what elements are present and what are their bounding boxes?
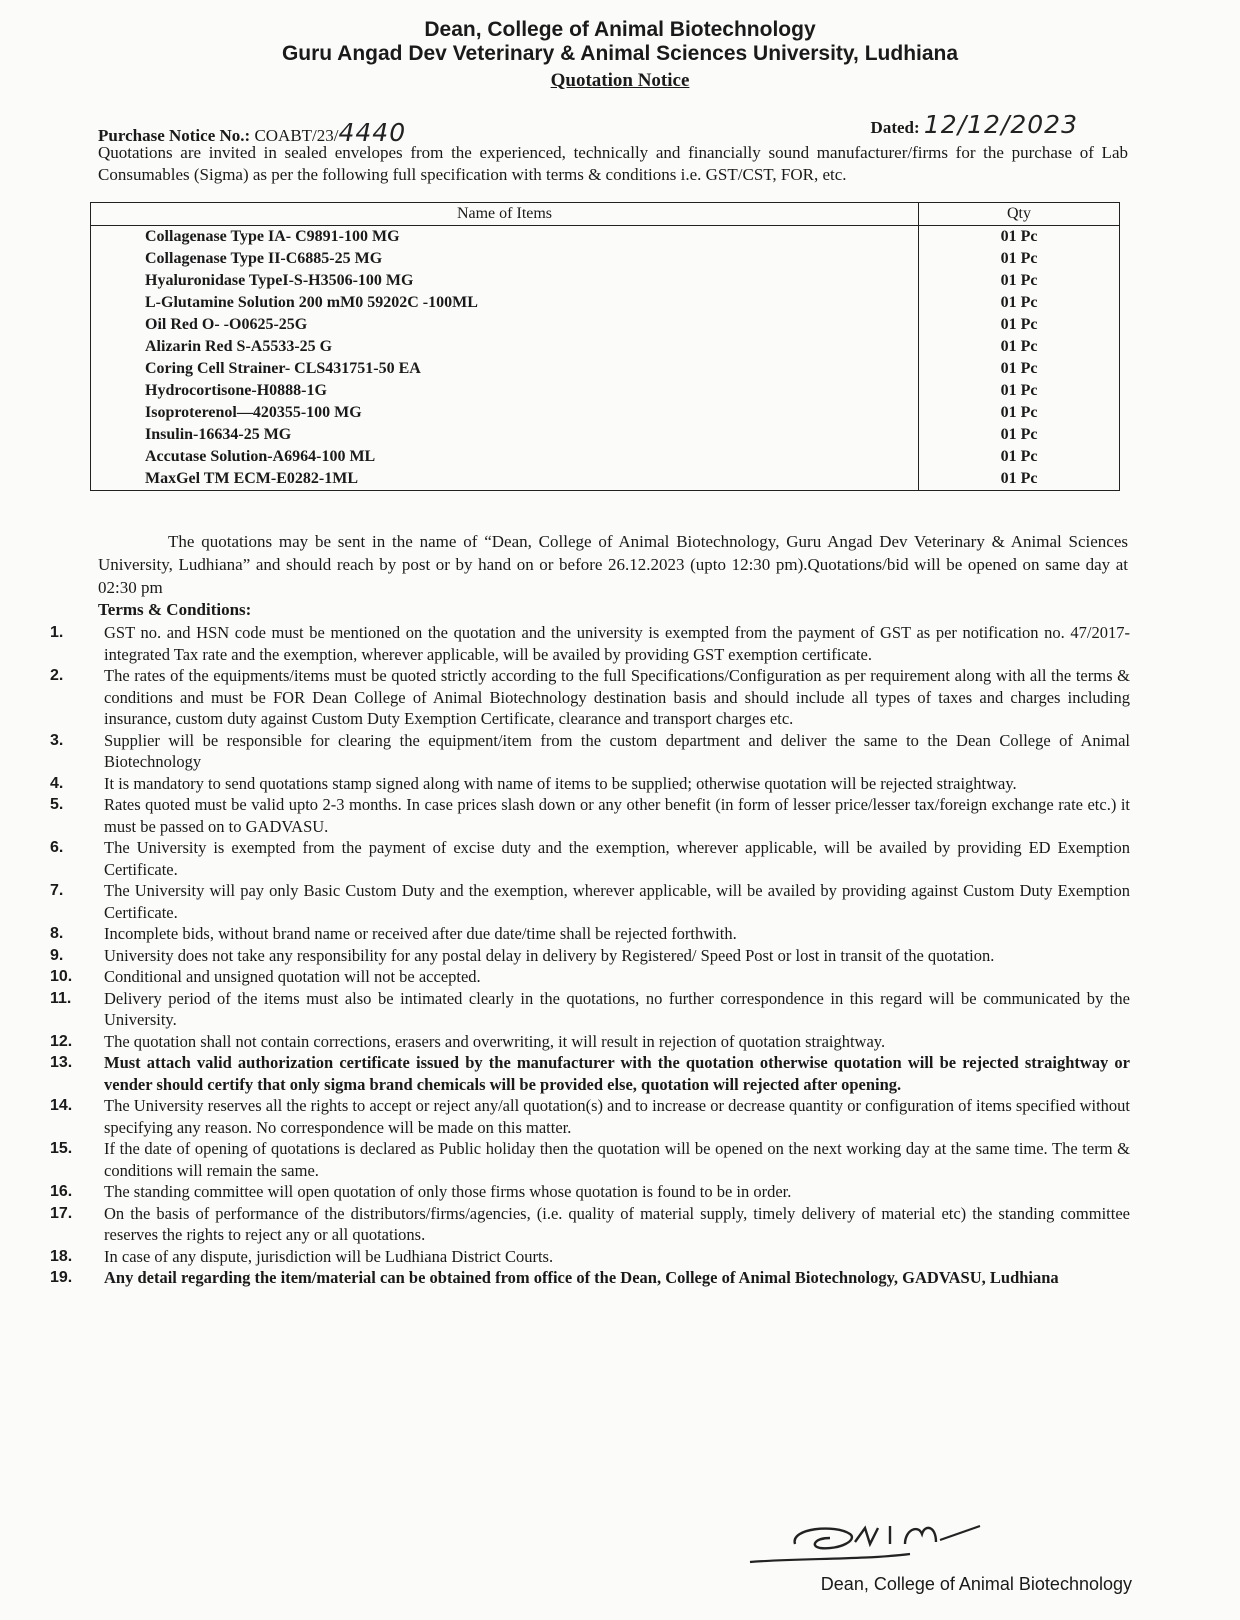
header-notice-title: Quotation Notice — [550, 70, 690, 91]
term-number: 11. — [50, 989, 72, 1007]
item-name: Insulin-16634-25 MG — [91, 424, 919, 446]
item-name: Alizarin Red S-A5533-25 G — [91, 336, 919, 358]
term-text: In case of any dispute, jurisdiction will be Ludhiana District Courts. — [104, 1246, 554, 1266]
term-number: 10. — [50, 968, 73, 985]
item-qty: 01 Pc — [919, 248, 1120, 270]
purchase-notice-number: 4440 — [338, 118, 407, 147]
term-number: 18. — [50, 1247, 73, 1265]
term-number: 12. — [50, 1032, 73, 1050]
signature-image — [740, 1510, 1040, 1570]
terms-title: Terms & Conditions: — [98, 600, 252, 619]
term-text: Rates quoted must be valid upto 2-3 months. In case prices slash down or any other benefit (in form of lesser price/lesser tax/foreign exchange rate etc.) it must be passed on to GADVASU. — [104, 795, 1130, 836]
term-number: 14. — [50, 1097, 73, 1114]
item-qty: 01 Pc — [919, 292, 1120, 314]
dated-field — [871, 110, 1078, 139]
item-qty: 01 Pc — [919, 424, 1120, 446]
table-row — [91, 226, 1120, 249]
table-row — [91, 424, 1120, 446]
term-text: Incomplete bids, without brand name or received after due date/time shall be rejected forthwith. — [104, 924, 737, 943]
header-university: Guru Angad Dev Veterinary & Animal Sciences University, Ludhiana — [281, 42, 959, 65]
term-item — [50, 837, 1130, 880]
term-number: 1. — [50, 624, 64, 641]
item-name: Hydrocortisone-H0888-1G — [91, 380, 919, 402]
term-text: The standing committee will open quotation of only those firms whose quotation is found to be in order. — [104, 1182, 792, 1201]
item-qty: 01 Pc — [919, 358, 1120, 380]
term-text: GST no. and HSN code must be mentioned on the quotation and the university is exempted from the payment of GST as per notification no. 47/2017-integrated Tax rate and the exemption, wherever applicable, will be availed by providing GST exemption certificate. — [104, 623, 1130, 664]
term-number: 5. — [50, 796, 64, 813]
term-number: 4. — [50, 774, 64, 792]
term-item — [50, 923, 1130, 945]
term-text: It is mandatory to send quotations stamp signed along with name of items to be supplied; otherwise quotation will be rejected straightway. — [104, 773, 1017, 793]
items-table — [90, 202, 1120, 491]
term-item — [50, 1031, 1130, 1053]
table-row — [91, 380, 1120, 402]
term-item — [50, 880, 1130, 923]
term-item — [50, 1052, 1130, 1095]
term-text: Delivery period of the items must also be intimated clearly in the quotations, no further correspondence in this regard will be communicated by the University. — [104, 988, 1130, 1029]
term-item — [50, 773, 1130, 795]
term-item — [50, 1138, 1130, 1181]
table-row — [91, 402, 1120, 424]
term-item — [50, 665, 1130, 730]
term-item — [50, 1267, 1130, 1289]
term-number: 13. — [50, 1054, 73, 1071]
item-name: Hyaluronidase TypeI-S-H3506-100 MG — [91, 270, 919, 292]
table-row — [91, 358, 1120, 380]
item-name: L-Glutamine Solution 200 mM0 59202C -100ML — [91, 292, 919, 314]
table-row — [91, 248, 1120, 270]
term-number: 3. — [50, 731, 64, 749]
item-name: Oil Red O- -O0625-25G — [91, 314, 919, 336]
term-text: The rates of the equipments/items must be quoted strictly according to the full Specifications/Configuration as per requirement along with all the terms & conditions and must be FOR Dean College of Animal Biotechnology destination basis and should include all types of taxes and charges including insurance, custom duty against Custom Duty Exemption Certificate, clearance and transport charges etc. — [104, 666, 1130, 728]
item-qty: 01 Pc — [919, 446, 1120, 468]
term-number: 15. — [50, 1140, 73, 1157]
item-name: Collagenase Type II-C6885-25 MG — [91, 248, 919, 270]
term-item — [50, 1095, 1130, 1138]
column-header-name: Name of Items — [91, 203, 919, 226]
dated-label: Dated: — [870, 118, 920, 137]
term-number: 8. — [50, 925, 64, 942]
term-number: 9. — [50, 946, 64, 964]
submission-paragraph: The quotations may be sent in the name of “Dean, College of Animal Biotechnology, Guru Angad Dev Veterinary & Animal Sciences University, Ludhiana” and should reach by post or by hand on or before 26.12.2023 (upto 12:30 pm).Quotations/bid will be opened on same day at 02:30 pm — [98, 532, 1128, 597]
column-header-qty: Qty — [919, 203, 1120, 226]
term-text: The University will pay only Basic Custom Duty and the exemption, wherever applicable, will be availed by providing against Custom Duty Exemption Certificate. — [104, 881, 1130, 922]
intro-paragraph: Quotations are invited in sealed envelopes from the experienced, technically and financially sound manufacturer/firms for the purchase of Lab Consumables (Sigma) as per the following full specification with terms & conditions i.e. GST/CST, FOR, etc. — [98, 143, 1128, 184]
table-row — [91, 314, 1120, 336]
term-text: If the date of opening of quotations is declared as Public holiday then the quotation will be opened on the next working day at the same time. The term & conditions will remain the same. — [104, 1139, 1130, 1180]
term-item — [50, 622, 1130, 665]
term-item — [50, 794, 1130, 837]
table-row — [91, 446, 1120, 468]
term-number: 16. — [50, 1183, 73, 1200]
purchase-notice-prefix: COABT/23/ — [254, 126, 339, 145]
term-item — [50, 945, 1130, 967]
term-item — [50, 730, 1130, 773]
term-number: 19. — [50, 1269, 73, 1286]
items-table-header — [91, 203, 1120, 226]
term-number: 17. — [50, 1204, 73, 1222]
item-qty: 01 Pc — [919, 270, 1120, 292]
term-text: Must attach valid authorization certificate issued by the manufacturer with the quotation otherwise quotation will be rejected straightway or vender should certify that only sigma brand chemicals will be provided else, quotation will rejected after opening. — [104, 1053, 1130, 1094]
header-title: Dean, College of Animal Biotechnology — [424, 18, 816, 41]
term-text: Supplier will be responsible for clearing the equipment/item from the custom department and deliver the same to the Dean College of Animal Biotechnology — [104, 730, 1130, 771]
item-qty: 01 Pc — [919, 336, 1120, 358]
term-item — [50, 966, 1130, 988]
table-row — [91, 468, 1120, 491]
term-text: The University is exempted from the payment of excise duty and the exemption, wherever applicable, will be availed by providing ED Exemption Certificate. — [104, 838, 1130, 879]
term-text: On the basis of performance of the distributors/firms/agencies, (i.e. quality of material supply, timely delivery of material etc) the standing committee reserves the rights to reject any or all quotations. — [104, 1203, 1130, 1244]
term-number: 7. — [50, 882, 64, 899]
term-text: Any detail regarding the item/material can be obtained from office of the Dean, College of Animal Biotechnology, GADVASU, Ludhiana — [104, 1268, 1059, 1287]
term-item — [50, 1203, 1130, 1246]
item-name: Isoproterenol—420355-100 MG — [91, 402, 919, 424]
table-row — [91, 336, 1120, 358]
items-table-body — [91, 226, 1120, 491]
table-row — [91, 292, 1120, 314]
item-name: MaxGel TM ECM-E0282-1ML — [91, 468, 919, 491]
term-item — [50, 1181, 1130, 1203]
signatory-name: Dean, College of Animal Biotechnology — [820, 1574, 1132, 1594]
table-row — [91, 270, 1120, 292]
purchase-notice-label: Purchase Notice No.: — [98, 126, 251, 145]
term-number: 2. — [50, 667, 64, 684]
item-name: Coring Cell Strainer- CLS431751-50 EA — [91, 358, 919, 380]
item-qty: 01 Pc — [919, 468, 1120, 491]
term-text: The University reserves all the rights to accept or reject any/all quotation(s) and to increase or decrease quantity or configuration of items specified without specifying any reason. No correspondence will be made on this matter. — [104, 1096, 1130, 1137]
term-text: University does not take any responsibility for any postal delay in delivery by Registered/ Speed Post or lost in transit of the quotation. — [104, 945, 995, 965]
item-qty: 01 Pc — [919, 314, 1120, 336]
item-qty: 01 Pc — [919, 226, 1120, 249]
item-qty: 01 Pc — [919, 402, 1120, 424]
term-number: 6. — [50, 839, 64, 856]
term-text: The quotation shall not contain corrections, erasers and overwriting, it will result in rejection of quotation straightway. — [104, 1031, 886, 1051]
item-name: Accutase Solution-A6964-100 ML — [91, 446, 919, 468]
term-item — [50, 988, 1130, 1031]
term-text: Conditional and unsigned quotation will not be accepted. — [104, 967, 481, 986]
item-qty: 01 Pc — [919, 380, 1120, 402]
dated-value: 12/12/2023 — [923, 110, 1078, 139]
term-item — [50, 1246, 1130, 1268]
item-name: Collagenase Type IA- C9891-100 MG — [91, 226, 919, 249]
terms-list — [50, 622, 1130, 1289]
